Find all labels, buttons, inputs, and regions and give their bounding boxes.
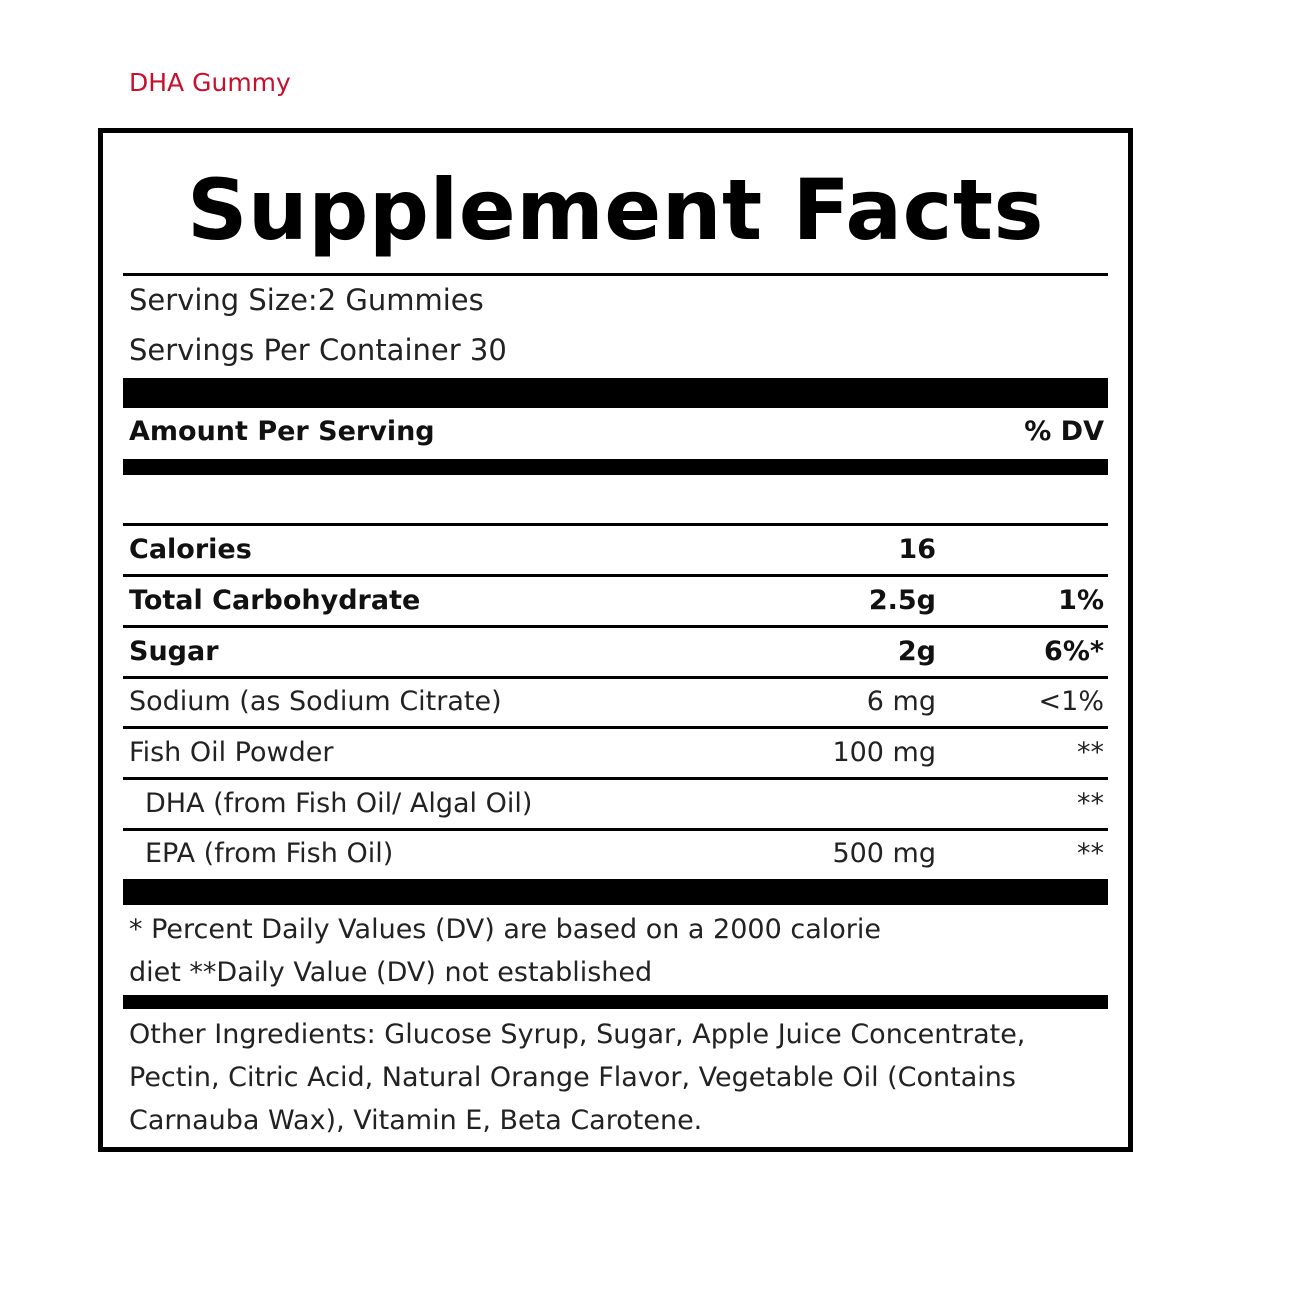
panel-title: Supplement Facts	[186, 161, 1045, 259]
row-rule-3	[123, 676, 1108, 679]
nutrient-name: Sugar	[129, 636, 219, 667]
nutrient-amount: 16	[898, 534, 936, 565]
row-rule-5	[123, 777, 1108, 780]
nutrient-row-dha	[123, 782, 1108, 830]
nutrient-amount: 2.5g	[868, 585, 936, 616]
nutrient-amount: 2g	[897, 636, 936, 667]
thick-rule-header	[123, 459, 1108, 475]
row-rule-4	[123, 726, 1108, 729]
nutrient-name: EPA (from Fish Oil)	[145, 838, 394, 869]
nutrient-amount: 6 mg	[866, 686, 936, 717]
row-rule-1	[123, 574, 1108, 577]
title-rule	[123, 273, 1108, 276]
amount-per-serving-label: Amount Per Serving	[129, 416, 435, 447]
product-name: DHA Gummy	[129, 68, 291, 97]
ingredients-line-2: Pectin, Citric Acid, Natural Orange Flavor, Vegetable Oil (Contains	[129, 1062, 1016, 1093]
supplement-facts-panel	[98, 128, 1133, 1152]
nutrient-name: Fish Oil Powder	[129, 737, 334, 768]
nutrient-row-epa	[123, 832, 1108, 880]
nutrient-dv: <1%	[1038, 686, 1104, 717]
nutrient-dv: **	[1077, 788, 1104, 819]
row-rule-2	[123, 625, 1108, 628]
servings-per-container: Servings Per Container 30	[129, 333, 507, 367]
footnote-line-1: * Percent Daily Values (DV) are based on a 2000 calorie	[129, 914, 881, 945]
other-ingredients	[129, 1013, 1089, 1142]
nutrient-name: DHA (from Fish Oil/ Algal Oil)	[145, 788, 533, 819]
nutrient-name: Total Carbohydrate	[129, 585, 421, 616]
footnote-line-2: diet **Daily Value (DV) not established	[129, 957, 653, 988]
nutrient-row-sodium	[123, 680, 1108, 728]
serving-size: Serving Size:2 Gummies	[129, 283, 484, 317]
amount-header-row	[123, 416, 1108, 456]
thick-rule-top	[123, 378, 1108, 408]
ingredients-line-3: Carnauba Wax), Vitamin E, Beta Carotene.	[129, 1105, 703, 1136]
dv-footnote	[129, 908, 909, 994]
ingredients-line-1: Other Ingredients: Glucose Syrup, Sugar, Apple Juice Concentrate,	[129, 1019, 1026, 1050]
thick-rule-footnote	[123, 995, 1108, 1009]
nutrient-name: Calories	[129, 534, 252, 565]
nutrient-row-total-carbohydrate	[123, 579, 1108, 627]
nutrient-row-fish-oil-powder	[123, 731, 1108, 779]
row-rule-0	[123, 523, 1108, 526]
nutrient-dv: **	[1077, 838, 1104, 869]
nutrient-name: Sodium (as Sodium Citrate)	[129, 686, 502, 717]
dv-header: % DV	[1024, 416, 1104, 447]
nutrient-amount: 100 mg	[832, 737, 936, 768]
nutrient-amount: 500 mg	[832, 838, 936, 869]
row-rule-6	[123, 828, 1108, 831]
panel-inner	[123, 133, 1108, 1147]
nutrient-row-sugar	[123, 630, 1108, 678]
nutrient-dv: 6%*	[1044, 636, 1104, 667]
nutrient-dv: **	[1077, 737, 1104, 768]
nutrient-row-calories	[123, 528, 1108, 576]
thick-rule-bottom	[123, 879, 1108, 905]
nutrient-dv: 1%	[1058, 585, 1104, 616]
